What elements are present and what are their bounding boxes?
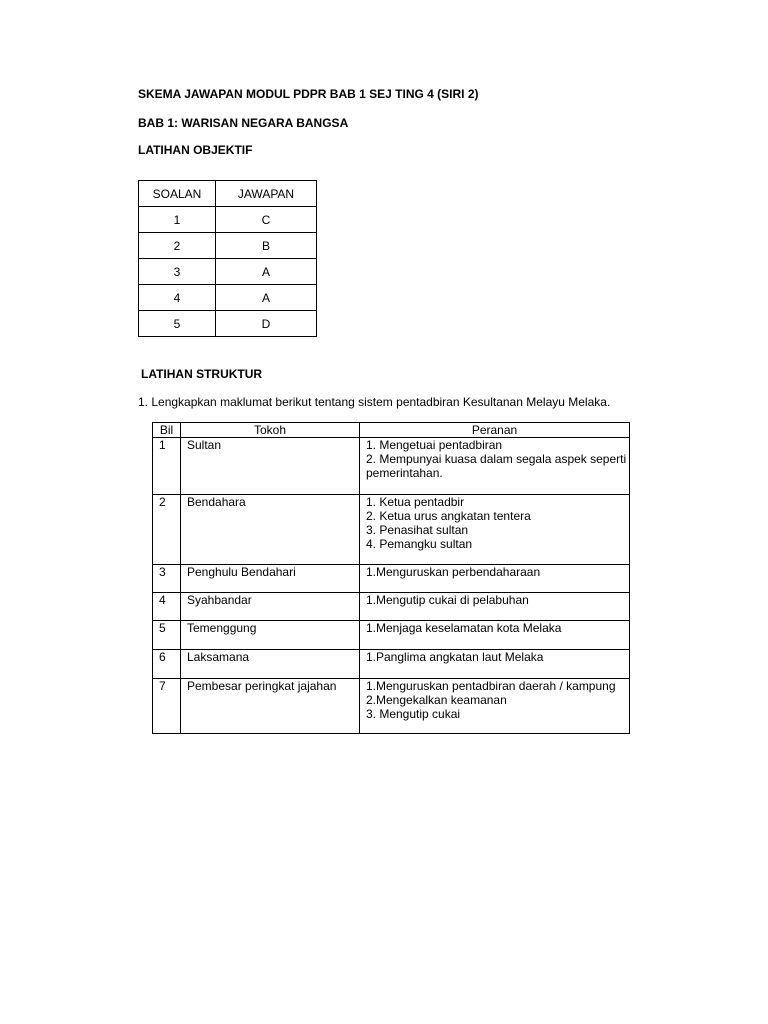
tokoh-cell: Penghulu Bendahari xyxy=(181,565,360,593)
peranan-line: 2. Ketua urus angkatan tentera xyxy=(366,509,531,523)
peranan-line: 3. Mengutip cukai xyxy=(366,707,461,721)
tokoh-cell: Syahbandar xyxy=(181,593,360,621)
column-header-peranan: Peranan xyxy=(360,423,630,438)
soalan-cell: 2 xyxy=(139,233,216,259)
jawapan-cell: C xyxy=(216,207,317,233)
objective-answer-table xyxy=(138,180,317,337)
document-title: SKEMA JAWAPAN MODUL PDPR BAB 1 SEJ TING 4 (SIRI 2) xyxy=(138,87,479,101)
soalan-cell: 4 xyxy=(139,285,216,311)
peranan-cell xyxy=(360,679,630,734)
bil-cell: 7 xyxy=(153,679,181,734)
tokoh-cell: Bendahara xyxy=(181,495,360,565)
soalan-cell: 3 xyxy=(139,259,216,285)
table-row xyxy=(153,679,630,734)
bil-cell: 6 xyxy=(153,650,181,679)
peranan-line: pemerintahan. xyxy=(366,466,443,480)
peranan-cell xyxy=(360,650,630,679)
peranan-line: 3. Penasihat sultan xyxy=(366,523,469,537)
bil-cell: 5 xyxy=(153,621,181,650)
peranan-cell xyxy=(360,593,630,621)
table-row xyxy=(153,650,630,679)
bil-cell: 1 xyxy=(153,438,181,495)
peranan-line: 2.Mengekalkan keamanan xyxy=(366,693,507,707)
jawapan-cell: B xyxy=(216,233,317,259)
table-row xyxy=(139,259,317,285)
table-row xyxy=(139,311,317,337)
table-row xyxy=(139,207,317,233)
jawapan-cell: D xyxy=(216,311,317,337)
column-header-jawapan: JAWAPAN xyxy=(216,181,317,207)
jawapan-cell: A xyxy=(216,285,317,311)
peranan-cell xyxy=(360,565,630,593)
peranan-line: 1. Ketua pentadbir xyxy=(366,495,465,509)
table-row xyxy=(139,233,317,259)
table-row xyxy=(139,285,317,311)
column-header-bil: Bil xyxy=(153,423,181,438)
column-header-tokoh: Tokoh xyxy=(181,423,360,438)
bil-cell: 3 xyxy=(153,565,181,593)
table-row xyxy=(153,495,630,565)
table-header-row xyxy=(153,423,630,438)
structure-question: 1. Lengkapkan maklumat berikut tentang sistem pentadbiran Kesultanan Melayu Melaka. xyxy=(138,395,611,409)
jawapan-cell: A xyxy=(216,259,317,285)
table-row xyxy=(153,565,630,593)
table-header-row xyxy=(139,181,317,207)
peranan-line: 1.Menguruskan pentadbiran daerah / kampung xyxy=(366,679,616,693)
peranan-cell xyxy=(360,621,630,650)
peranan-line: 1.Menguruskan perbendaharaan xyxy=(366,565,541,579)
table-row xyxy=(153,593,630,621)
peranan-line: 4. Pemangku sultan xyxy=(366,537,473,551)
peranan-line: 1.Mengutip cukai di pelabuhan xyxy=(366,593,529,607)
chapter-heading: BAB 1: WARISAN NEGARA BANGSA xyxy=(138,116,349,130)
tokoh-cell: Laksamana xyxy=(181,650,360,679)
peranan-line: 2. Mempunyai kuasa dalam segala aspek seperti xyxy=(366,452,627,466)
soalan-cell: 5 xyxy=(139,311,216,337)
tokoh-cell: Temenggung xyxy=(181,621,360,650)
structure-section-heading: LATIHAN STRUKTUR xyxy=(141,367,263,381)
structure-answer-table xyxy=(152,422,630,734)
tokoh-cell: Sultan xyxy=(181,438,360,495)
peranan-line: 1. Mengetuai pentadbiran xyxy=(366,438,503,452)
tokoh-cell: Pembesar peringkat jajahan xyxy=(181,679,360,734)
table-row xyxy=(153,438,630,495)
bil-cell: 4 xyxy=(153,593,181,621)
objective-section-heading: LATIHAN OBJEKTIF xyxy=(138,143,253,157)
column-header-soalan: SOALAN xyxy=(139,181,216,207)
soalan-cell: 1 xyxy=(139,207,216,233)
peranan-cell xyxy=(360,495,630,565)
peranan-cell xyxy=(360,438,630,495)
table-row xyxy=(153,621,630,650)
peranan-line: 1.Menjaga keselamatan kota Melaka xyxy=(366,621,562,635)
peranan-line: 1.Panglima angkatan laut Melaka xyxy=(366,650,544,664)
bil-cell: 2 xyxy=(153,495,181,565)
